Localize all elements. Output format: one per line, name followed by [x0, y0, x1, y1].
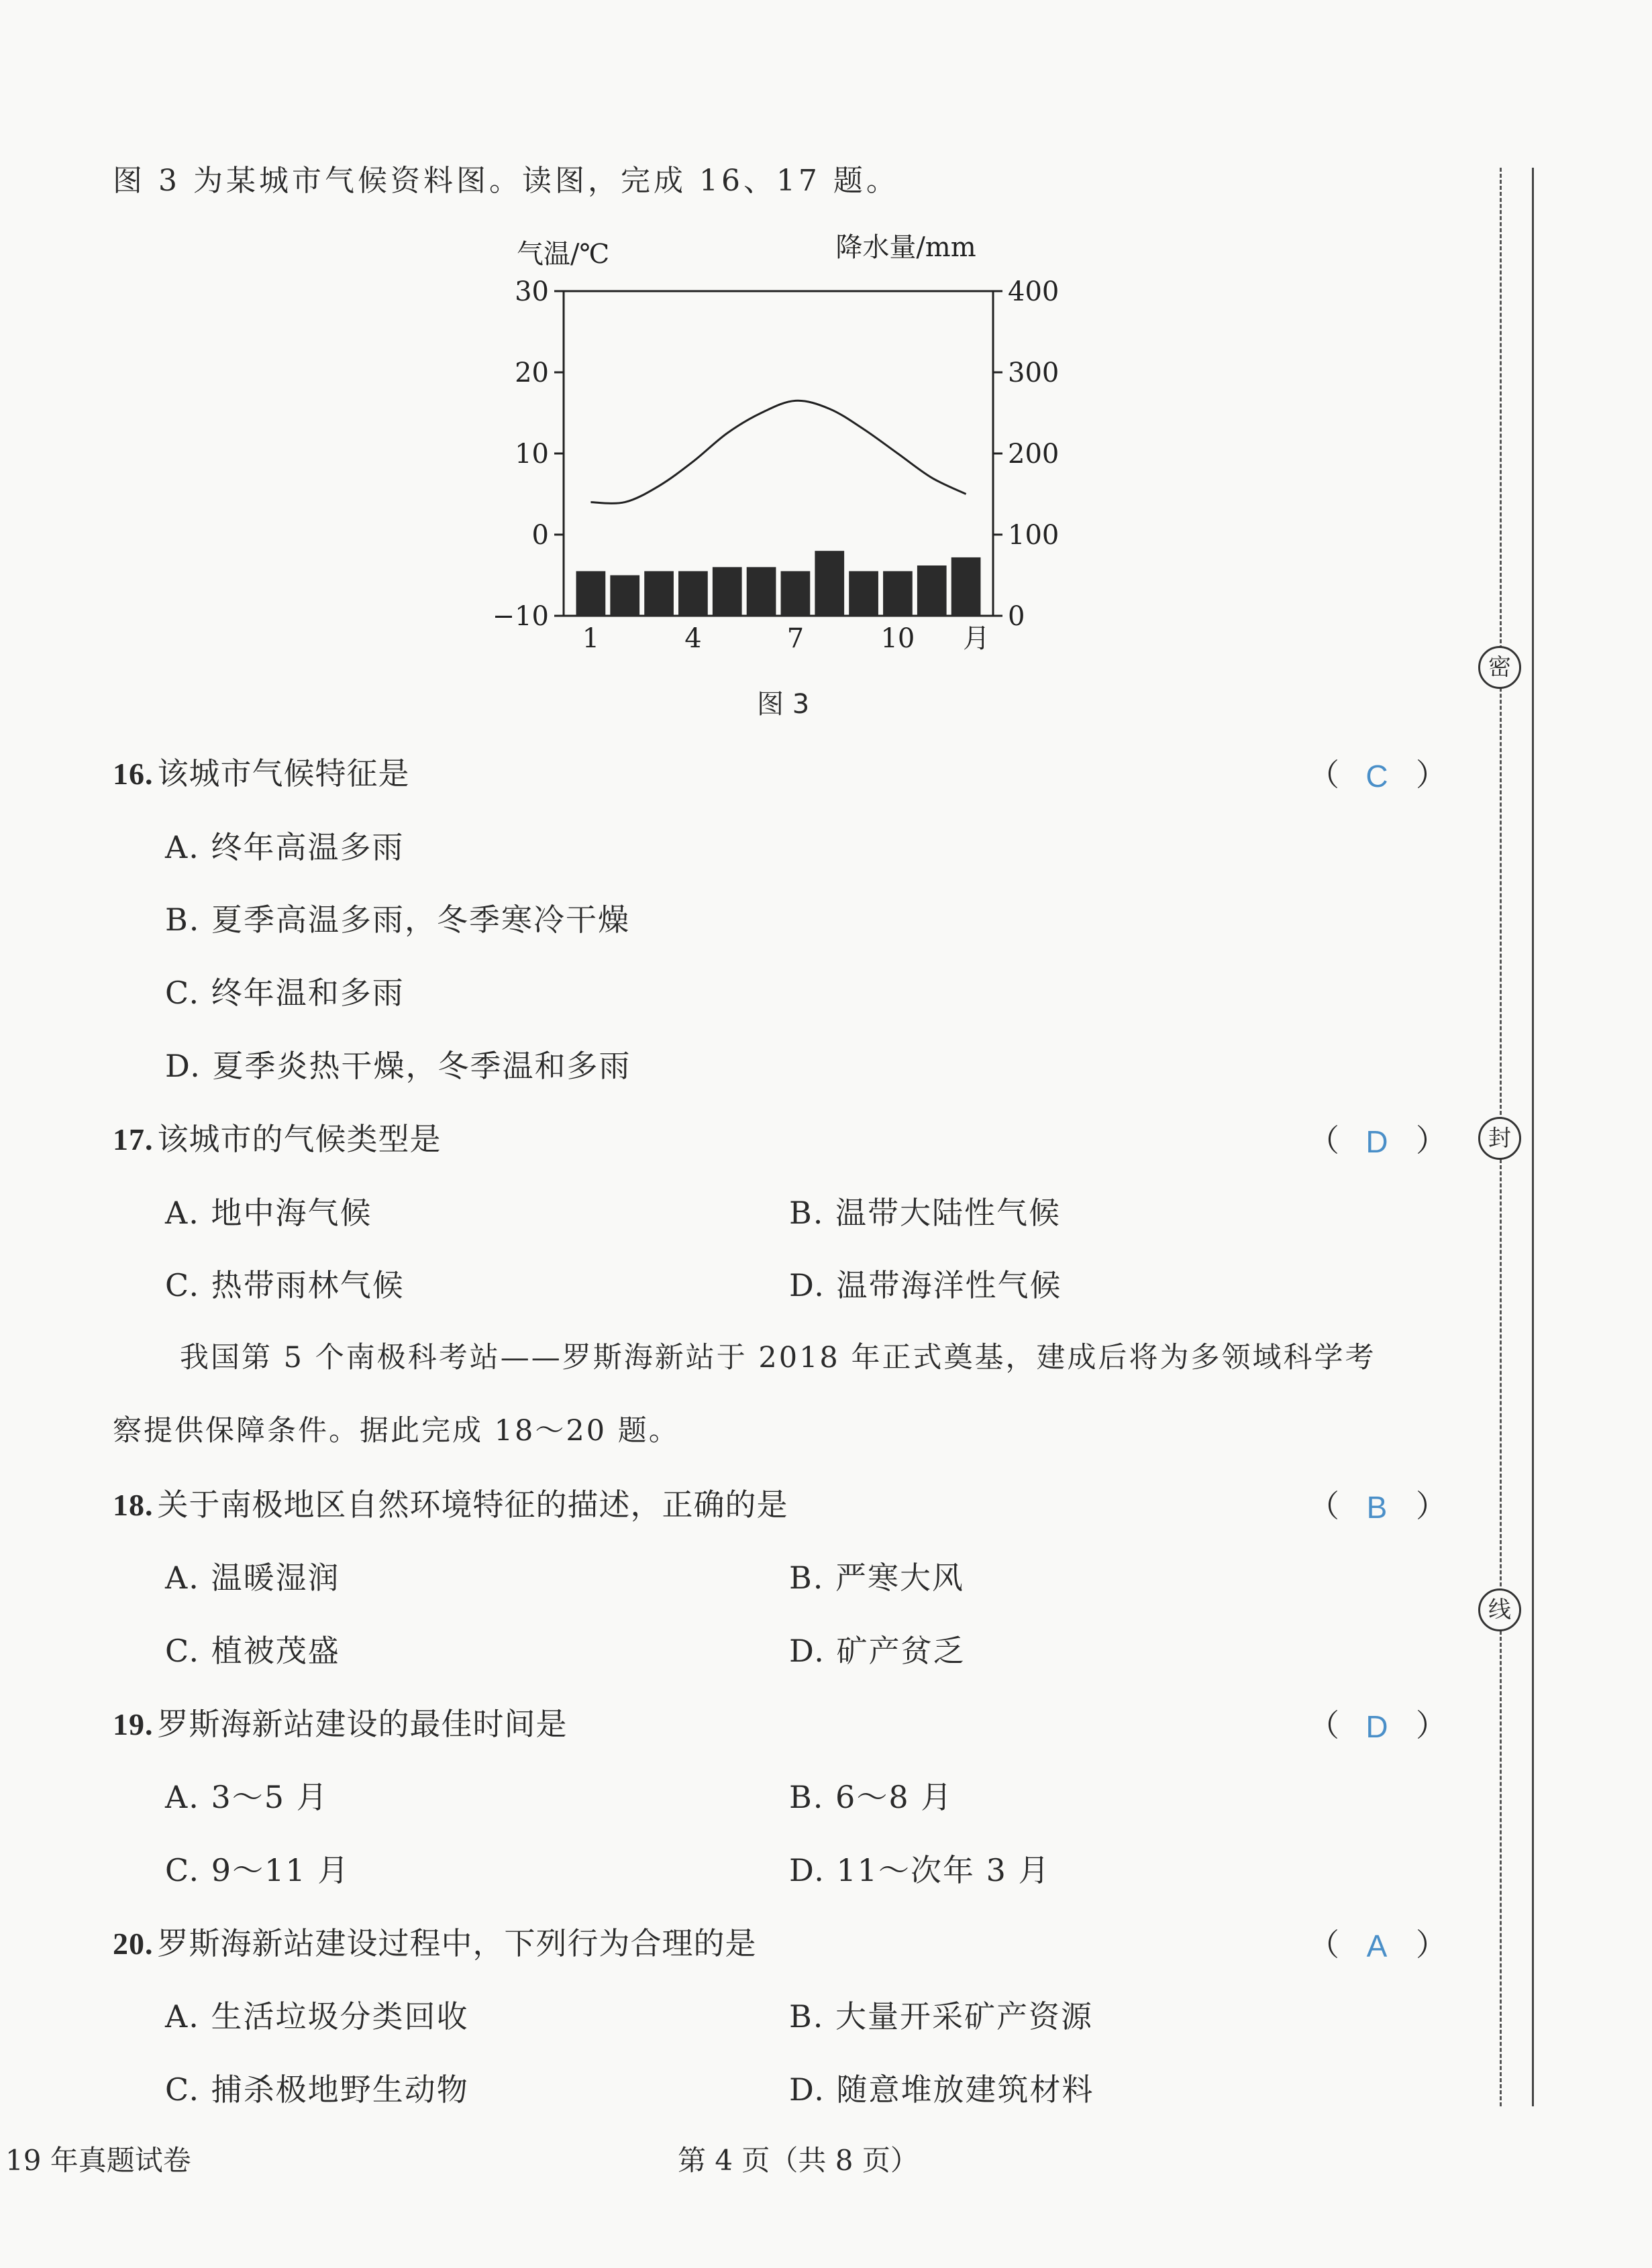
temperature-tick-label: 10: [515, 439, 549, 470]
answer-paren-close: ）: [1416, 1488, 1447, 1524]
precipitation-bar: [917, 565, 947, 616]
temperature-axis-label: 气温/℃: [517, 239, 610, 270]
seal-mark-mi: 密: [1478, 646, 1521, 689]
answer-paren-close: ）: [1416, 1707, 1447, 1743]
answer-paren-open: （: [1308, 1707, 1339, 1743]
option-19-d: D. 11～次年 3 月: [789, 1852, 1051, 1888]
option-18-a: A. 温暖湿润: [165, 1560, 340, 1596]
option-16-d: D. 夏季炎热干燥，冬季温和多雨: [165, 1048, 631, 1084]
temperature-tick-label: −10: [492, 601, 549, 632]
option-17-d: D. 温带海洋性气候: [789, 1267, 1062, 1303]
temperature-tick-label: 0: [531, 520, 549, 551]
precipitation-axis-label: 降水量/mm: [835, 232, 976, 263]
option-20-b: B. 大量开采矿产资源: [789, 1998, 1094, 2035]
precipitation-tick-label: 100: [1008, 520, 1060, 551]
precipitation-bar: [951, 557, 981, 616]
question-number: 20.: [113, 1927, 154, 1961]
question-text: 该城市的气候类型是: [157, 1121, 442, 1157]
month-tick-label: 1: [582, 623, 600, 654]
precipitation-bar: [713, 567, 742, 616]
month-tick-label: 4: [684, 623, 702, 654]
question-18: [113, 1489, 788, 1521]
temperature-tick-label: 20: [515, 358, 549, 388]
option-19-a: A. 3～5 月: [165, 1779, 329, 1815]
option-18-c: C. 植被茂盛: [165, 1633, 340, 1669]
option-17-c: C. 热带雨林气候: [165, 1267, 405, 1303]
option-17-a: A. 地中海气候: [165, 1195, 372, 1231]
option-18-d: D. 矿产贫乏: [789, 1633, 966, 1669]
precipitation-bar: [576, 571, 606, 616]
answer-paren-open: （: [1308, 1122, 1339, 1158]
question-text: 罗斯海新站建设过程中，下列行为合理的是: [157, 1925, 757, 1961]
precipitation-bar: [678, 571, 708, 616]
month-tick-label: 10: [880, 623, 915, 654]
answer-paren-open: （: [1308, 1927, 1339, 1963]
answer-paren-open: （: [1308, 757, 1339, 793]
precipitation-bar: [815, 551, 844, 616]
footer-page-number: 第 4 页（共 8 页）: [678, 2144, 919, 2177]
question-text: 罗斯海新站建设的最佳时间是: [157, 1706, 568, 1742]
option-16-c: C. 终年温和多雨: [165, 975, 405, 1011]
answer-20: A: [1366, 1929, 1388, 1963]
answer-paren-open: （: [1308, 1488, 1339, 1524]
climate-chart: [470, 228, 1060, 724]
precipitation-bar: [747, 567, 776, 616]
precipitation-bar: [781, 571, 811, 616]
passage-line-2: 察提供保障条件。据此完成 18～20 题。: [113, 1414, 680, 1448]
answer-18: B: [1366, 1490, 1388, 1525]
option-19-c: C. 9～11 月: [165, 1852, 350, 1888]
chart-intro: 图 3 为某城市气候资料图。读图，完成 16、17 题。: [113, 164, 899, 198]
seal-line-solid: [1532, 168, 1534, 2106]
answer-17: D: [1365, 1124, 1388, 1159]
precipitation-tick-label: 400: [1008, 276, 1060, 307]
precipitation-bar: [849, 571, 878, 616]
question-20: [113, 1925, 757, 1961]
answer-paren-close: ）: [1416, 1122, 1447, 1158]
seal-mark-xian: 线: [1478, 1588, 1521, 1631]
option-16-a: A. 终年高温多雨: [165, 829, 405, 865]
option-19-b: B. 6～8 月: [789, 1779, 953, 1815]
option-20-a: A. 生活垃圾分类回收: [165, 1998, 469, 2035]
answer-paren-close: ）: [1416, 757, 1447, 793]
passage-line-1: 我国第 5 个南极科考站——罗斯海新站于 2018 年正式奠基，建成后将为多领域科学考: [180, 1341, 1376, 1374]
option-20-c: C. 捕杀极地野生动物: [165, 2071, 469, 2108]
figure-caption: 图 3: [757, 689, 810, 720]
answer-19: D: [1365, 1709, 1388, 1744]
seal-mark-feng: 封: [1478, 1117, 1521, 1160]
precipitation-bar: [644, 571, 674, 616]
question-number: 18.: [113, 1488, 154, 1522]
precipitation-bar: [610, 576, 639, 616]
option-17-b: B. 温带大陆性气候: [789, 1195, 1062, 1231]
option-20-d: D. 随意堆放建筑材料: [789, 2071, 1094, 2108]
precipitation-bar: [883, 571, 913, 616]
question-16: [113, 755, 410, 792]
question-text: 该城市气候特征是: [157, 755, 410, 792]
question-number: 17.: [113, 1122, 154, 1156]
temperature-curve: [590, 400, 966, 503]
question-17: [113, 1121, 442, 1157]
answer-paren-close: ）: [1416, 1927, 1447, 1963]
question-19: [113, 1706, 568, 1742]
question-number: 16.: [113, 757, 154, 791]
footer-exam-title: 19 年真题试卷: [5, 2144, 191, 2177]
answer-16: C: [1365, 759, 1388, 794]
precipitation-tick-label: 0: [1008, 601, 1025, 632]
question-text: 关于南极地区自然环境特征的描述，正确的是: [157, 1487, 788, 1523]
option-18-b: B. 严寒大风: [789, 1560, 965, 1596]
precipitation-tick-label: 200: [1008, 439, 1060, 470]
question-number: 19.: [113, 1707, 154, 1741]
temperature-tick-label: 30: [515, 276, 549, 307]
precipitation-tick-label: 300: [1008, 358, 1060, 388]
month-tick-label: 7: [786, 623, 805, 654]
x-axis-unit: 月: [963, 623, 990, 654]
option-16-b: B. 夏季高温多雨，冬季寒冷干燥: [165, 902, 631, 938]
